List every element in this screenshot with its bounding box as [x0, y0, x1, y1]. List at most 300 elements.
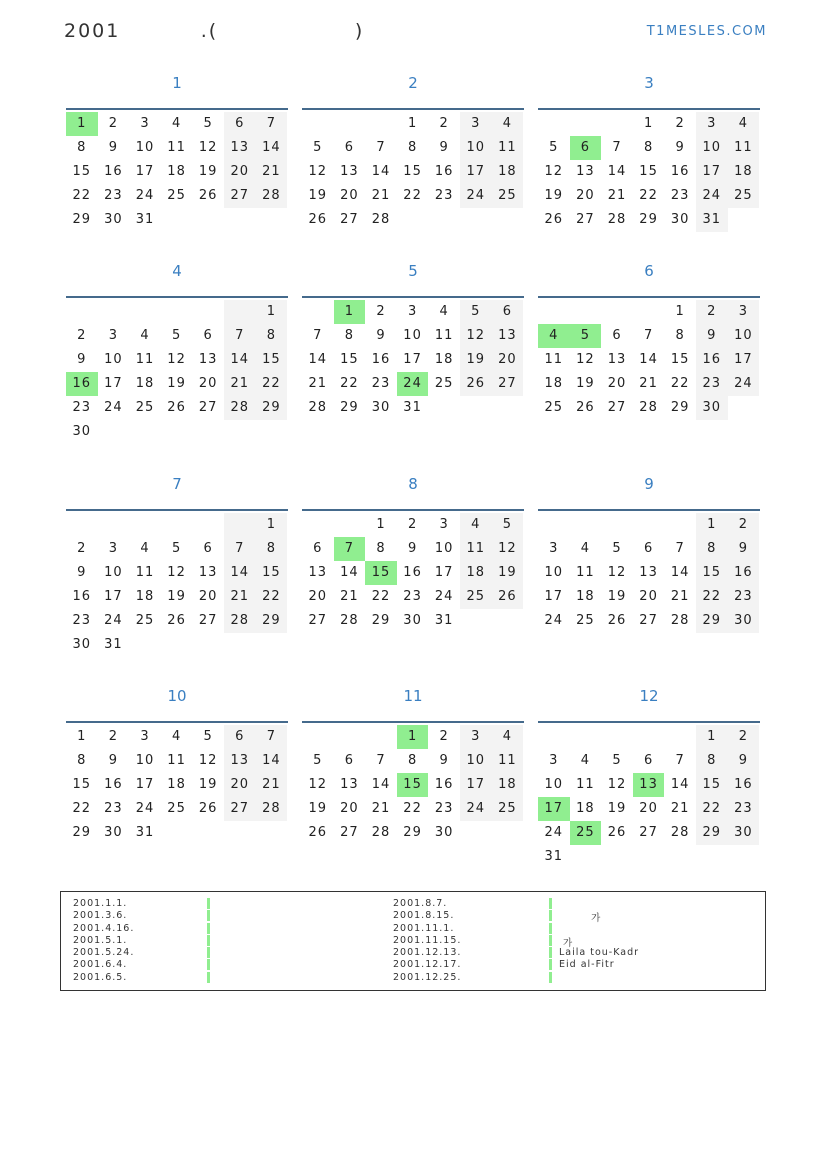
day-cell[interactable]: 2	[108, 116, 119, 131]
day-cell[interactable]: 10	[728, 324, 760, 348]
day-cell[interactable]: 17	[460, 773, 492, 797]
day-cell[interactable]: 26	[607, 825, 627, 840]
day-cell[interactable]: 13	[607, 352, 627, 367]
day-cell[interactable]: 7	[224, 324, 256, 348]
day-cell[interactable]: 10	[403, 328, 422, 343]
day-cell[interactable]: 19	[576, 376, 595, 391]
day-cell[interactable]: 23	[72, 613, 92, 628]
day-cell[interactable]: 18	[434, 352, 454, 367]
day-cell[interactable]: 7	[224, 537, 256, 561]
day-cell[interactable]: 8	[407, 140, 418, 155]
day-cell[interactable]: 10	[460, 136, 492, 160]
day-cell[interactable]: 19	[492, 561, 524, 585]
day-cell[interactable]: 4	[140, 541, 150, 556]
day-cell[interactable]: 6	[203, 328, 213, 343]
day-cell[interactable]: 25	[167, 801, 186, 816]
day-cell[interactable]: 15	[256, 348, 288, 372]
day-cell[interactable]: 16	[670, 164, 690, 179]
day-cell[interactable]: 14	[256, 136, 288, 160]
day-cell[interactable]: 9	[439, 140, 449, 155]
day-cell[interactable]: 25	[576, 613, 595, 628]
day-cell[interactable]: 22	[670, 376, 690, 391]
day-cell[interactable]: 14	[670, 777, 690, 792]
day-cell[interactable]: 18	[492, 773, 524, 797]
day-cell[interactable]: 16	[728, 561, 760, 585]
day-cell[interactable]: 16	[403, 565, 422, 580]
day-cell[interactable]: 14	[639, 352, 658, 367]
day-cell[interactable]: 18	[728, 160, 760, 184]
day-cell[interactable]: 7	[256, 725, 288, 749]
day-cell[interactable]: 22	[256, 372, 288, 396]
day-cell[interactable]: 13	[308, 565, 328, 580]
day-cell[interactable]: 1	[643, 116, 654, 131]
day-cell[interactable]: 21	[256, 773, 288, 797]
day-cell[interactable]: 4	[439, 304, 449, 319]
day-cell[interactable]: 3	[140, 729, 150, 744]
day-cell[interactable]: 24	[728, 372, 760, 396]
day-cell[interactable]: 21	[224, 372, 256, 396]
day-cell[interactable]: 10	[460, 749, 492, 773]
day-cell[interactable]: 27	[224, 797, 256, 821]
day-cell[interactable]: 26	[607, 613, 627, 628]
day-cell[interactable]: 19	[544, 188, 564, 203]
day-cell[interactable]: 22	[403, 188, 422, 203]
day-cell[interactable]: 21	[224, 585, 256, 609]
day-cell[interactable]: 3	[108, 541, 119, 556]
day-cell[interactable]: 1	[256, 513, 288, 537]
day-cell[interactable]: 30	[403, 613, 422, 628]
day-cell[interactable]: 7	[612, 140, 622, 155]
day-cell[interactable]: 7	[376, 140, 386, 155]
day-cell[interactable]: 2	[407, 517, 418, 532]
day-cell[interactable]: 12	[308, 164, 328, 179]
day-cell[interactable]: 19	[607, 589, 627, 604]
day-cell[interactable]: 13	[340, 777, 359, 792]
brand-logo[interactable]: T1MESLES.COM	[646, 24, 767, 39]
day-cell[interactable]: 20	[639, 589, 658, 604]
day-cell[interactable]: 6	[643, 541, 654, 556]
day-cell[interactable]: 12	[460, 324, 492, 348]
day-cell[interactable]: 4	[580, 541, 591, 556]
day-cell[interactable]: 4	[460, 513, 492, 537]
day-cell[interactable]: 2	[77, 541, 87, 556]
day-cell[interactable]: 14	[607, 164, 627, 179]
day-cell[interactable]: 6	[224, 112, 256, 136]
day-cell[interactable]: 26	[167, 613, 186, 628]
day-cell[interactable]: 17	[135, 164, 155, 179]
holiday-day-cell[interactable]: 24	[397, 372, 429, 396]
day-cell[interactable]: 6	[344, 140, 355, 155]
day-cell[interactable]: 27	[639, 613, 658, 628]
day-cell[interactable]: 12	[308, 777, 328, 792]
day-cell[interactable]: 15	[696, 773, 728, 797]
day-cell[interactable]: 11	[434, 328, 454, 343]
day-cell[interactable]: 17	[135, 777, 155, 792]
day-cell[interactable]: 17	[696, 160, 728, 184]
day-cell[interactable]: 5	[492, 513, 524, 537]
day-cell[interactable]: 14	[224, 348, 256, 372]
day-cell[interactable]: 20	[340, 188, 359, 203]
day-cell[interactable]: 28	[607, 212, 627, 227]
day-cell[interactable]: 5	[203, 729, 213, 744]
day-cell[interactable]: 9	[728, 749, 760, 773]
day-cell[interactable]: 5	[549, 140, 559, 155]
day-cell[interactable]: 10	[434, 541, 454, 556]
day-cell[interactable]: 9	[376, 328, 386, 343]
day-cell[interactable]: 12	[167, 352, 186, 367]
day-cell[interactable]: 11	[460, 537, 492, 561]
day-cell[interactable]: 24	[104, 613, 123, 628]
day-cell[interactable]: 3	[407, 304, 418, 319]
day-cell[interactable]: 18	[460, 561, 492, 585]
day-cell[interactable]: 15	[670, 352, 690, 367]
day-cell[interactable]: 16	[371, 352, 391, 367]
day-cell[interactable]: 29	[256, 609, 288, 633]
day-cell[interactable]: 6	[643, 753, 654, 768]
day-cell[interactable]: 24	[460, 184, 492, 208]
day-cell[interactable]: 27	[198, 613, 218, 628]
day-cell[interactable]: 23	[434, 188, 454, 203]
day-cell[interactable]: 12	[607, 565, 627, 580]
holiday-day-cell[interactable]: 6	[570, 136, 602, 160]
day-cell[interactable]: 27	[198, 400, 218, 415]
day-cell[interactable]: 15	[72, 164, 92, 179]
day-cell[interactable]: 20	[198, 589, 218, 604]
holiday-day-cell[interactable]: 4	[538, 324, 570, 348]
day-cell[interactable]: 19	[167, 376, 186, 391]
day-cell[interactable]: 24	[135, 801, 155, 816]
day-cell[interactable]: 12	[544, 164, 564, 179]
day-cell[interactable]: 13	[224, 136, 256, 160]
day-cell[interactable]: 18	[576, 801, 595, 816]
day-cell[interactable]: 19	[167, 589, 186, 604]
day-cell[interactable]: 22	[639, 188, 658, 203]
day-cell[interactable]: 20	[492, 348, 524, 372]
day-cell[interactable]: 27	[340, 212, 359, 227]
day-cell[interactable]: 7	[643, 328, 654, 343]
day-cell[interactable]: 25	[434, 376, 454, 391]
day-cell[interactable]: 29	[72, 825, 92, 840]
day-cell[interactable]: 15	[639, 164, 658, 179]
day-cell[interactable]: 22	[371, 589, 391, 604]
day-cell[interactable]: 17	[544, 589, 564, 604]
day-cell[interactable]: 20	[198, 376, 218, 391]
day-cell[interactable]: 18	[544, 376, 564, 391]
day-cell[interactable]: 2	[439, 116, 449, 131]
day-cell[interactable]: 31	[135, 212, 155, 227]
day-cell[interactable]: 1	[696, 513, 728, 537]
day-cell[interactable]: 29	[696, 609, 728, 633]
day-cell[interactable]: 12	[198, 140, 218, 155]
day-cell[interactable]: 12	[492, 537, 524, 561]
day-cell[interactable]: 2	[77, 328, 87, 343]
day-cell[interactable]: 2	[376, 304, 386, 319]
day-cell[interactable]: 24	[544, 825, 564, 840]
day-cell[interactable]: 8	[407, 753, 418, 768]
day-cell[interactable]: 23	[696, 372, 728, 396]
holiday-day-cell[interactable]: 17	[538, 797, 570, 821]
day-cell[interactable]: 6	[313, 541, 323, 556]
day-cell[interactable]: 23	[434, 801, 454, 816]
day-cell[interactable]: 22	[403, 801, 422, 816]
day-cell[interactable]: 6	[612, 328, 622, 343]
day-cell[interactable]: 7	[256, 112, 288, 136]
day-cell[interactable]: 3	[549, 753, 559, 768]
day-cell[interactable]: 2	[728, 725, 760, 749]
day-cell[interactable]: 20	[607, 376, 627, 391]
day-cell[interactable]: 2	[108, 729, 119, 744]
day-cell[interactable]: 14	[224, 561, 256, 585]
day-cell[interactable]: 26	[167, 400, 186, 415]
day-cell[interactable]: 17	[434, 565, 454, 580]
day-cell[interactable]: 13	[198, 352, 218, 367]
day-cell[interactable]: 9	[675, 140, 685, 155]
day-cell[interactable]: 1	[407, 116, 418, 131]
day-cell[interactable]: 3	[140, 116, 150, 131]
day-cell[interactable]: 3	[108, 328, 119, 343]
day-cell[interactable]: 16	[104, 777, 123, 792]
day-cell[interactable]: 21	[256, 160, 288, 184]
day-cell[interactable]: 1	[376, 517, 386, 532]
day-cell[interactable]: 20	[224, 160, 256, 184]
day-cell[interactable]: 30	[728, 821, 760, 845]
day-cell[interactable]: 29	[256, 396, 288, 420]
day-cell[interactable]: 27	[576, 212, 595, 227]
day-cell[interactable]: 5	[313, 753, 323, 768]
day-cell[interactable]: 23	[403, 589, 422, 604]
day-cell[interactable]: 25	[728, 184, 760, 208]
day-cell[interactable]: 3	[728, 300, 760, 324]
holiday-day-cell[interactable]: 7	[334, 537, 366, 561]
day-cell[interactable]: 19	[198, 777, 218, 792]
day-cell[interactable]: 4	[580, 753, 591, 768]
day-cell[interactable]: 1	[77, 729, 87, 744]
day-cell[interactable]: 11	[576, 777, 595, 792]
day-cell[interactable]: 18	[576, 589, 595, 604]
day-cell[interactable]: 14	[308, 352, 328, 367]
day-cell[interactable]: 4	[171, 729, 182, 744]
day-cell[interactable]: 8	[376, 541, 386, 556]
day-cell[interactable]: 13	[198, 565, 218, 580]
day-cell[interactable]: 29	[340, 400, 359, 415]
day-cell[interactable]: 29	[371, 613, 391, 628]
day-cell[interactable]: 2	[675, 116, 685, 131]
day-cell[interactable]: 20	[340, 801, 359, 816]
day-cell[interactable]: 31	[403, 400, 422, 415]
day-cell[interactable]: 18	[492, 160, 524, 184]
day-cell[interactable]: 22	[340, 376, 359, 391]
day-cell[interactable]: 25	[167, 188, 186, 203]
day-cell[interactable]: 17	[104, 376, 123, 391]
day-cell[interactable]: 14	[670, 565, 690, 580]
day-cell[interactable]: 16	[434, 164, 454, 179]
day-cell[interactable]: 3	[549, 541, 559, 556]
day-cell[interactable]: 24	[544, 613, 564, 628]
day-cell[interactable]: 16	[696, 348, 728, 372]
day-cell[interactable]: 28	[340, 613, 359, 628]
day-cell[interactable]: 27	[308, 613, 328, 628]
day-cell[interactable]: 24	[135, 188, 155, 203]
day-cell[interactable]: 28	[256, 797, 288, 821]
day-cell[interactable]: 8	[256, 537, 288, 561]
day-cell[interactable]: 29	[696, 821, 728, 845]
day-cell[interactable]: 5	[612, 753, 622, 768]
day-cell[interactable]: 22	[256, 585, 288, 609]
day-cell[interactable]: 21	[670, 801, 690, 816]
day-cell[interactable]: 2	[696, 300, 728, 324]
day-cell[interactable]: 8	[77, 140, 87, 155]
day-cell[interactable]: 26	[576, 400, 595, 415]
day-cell[interactable]: 29	[403, 825, 422, 840]
day-cell[interactable]: 9	[77, 352, 87, 367]
day-cell[interactable]: 24	[104, 400, 123, 415]
day-cell[interactable]: 10	[544, 777, 564, 792]
day-cell[interactable]: 20	[639, 801, 658, 816]
day-cell[interactable]: 5	[171, 541, 182, 556]
day-cell[interactable]: 23	[104, 188, 123, 203]
holiday-day-cell[interactable]: 1	[66, 112, 98, 136]
holiday-day-cell[interactable]: 13	[633, 773, 665, 797]
day-cell[interactable]: 19	[308, 188, 328, 203]
day-cell[interactable]: 22	[72, 188, 92, 203]
day-cell[interactable]: 14	[371, 164, 391, 179]
day-cell[interactable]: 5	[203, 116, 213, 131]
day-cell[interactable]: 11	[167, 140, 186, 155]
day-cell[interactable]: 28	[256, 184, 288, 208]
day-cell[interactable]: 10	[544, 565, 564, 580]
day-cell[interactable]: 1	[256, 300, 288, 324]
day-cell[interactable]: 14	[256, 749, 288, 773]
day-cell[interactable]: 26	[544, 212, 564, 227]
day-cell[interactable]: 10	[696, 136, 728, 160]
day-cell[interactable]: 15	[696, 561, 728, 585]
day-cell[interactable]: 13	[340, 164, 359, 179]
day-cell[interactable]: 25	[460, 585, 492, 609]
day-cell[interactable]: 15	[340, 352, 359, 367]
day-cell[interactable]: 21	[639, 376, 658, 391]
day-cell[interactable]: 21	[371, 188, 391, 203]
day-cell[interactable]: 29	[670, 400, 690, 415]
day-cell[interactable]: 26	[308, 212, 328, 227]
day-cell[interactable]: 22	[72, 801, 92, 816]
day-cell[interactable]: 31	[135, 825, 155, 840]
day-cell[interactable]: 2	[439, 729, 449, 744]
day-cell[interactable]: 11	[492, 749, 524, 773]
day-cell[interactable]: 28	[371, 825, 391, 840]
day-cell[interactable]: 10	[104, 352, 123, 367]
day-cell[interactable]: 15	[403, 164, 422, 179]
day-cell[interactable]: 22	[696, 797, 728, 821]
day-cell[interactable]: 31	[544, 849, 564, 864]
day-cell[interactable]: 6	[203, 541, 213, 556]
day-cell[interactable]: 13	[639, 565, 658, 580]
day-cell[interactable]: 14	[371, 777, 391, 792]
day-cell[interactable]: 20	[224, 773, 256, 797]
day-cell[interactable]: 30	[434, 825, 454, 840]
day-cell[interactable]: 23	[728, 797, 760, 821]
day-cell[interactable]: 24	[696, 184, 728, 208]
day-cell[interactable]: 9	[439, 753, 449, 768]
holiday-day-cell[interactable]: 16	[66, 372, 98, 396]
day-cell[interactable]: 10	[104, 565, 123, 580]
day-cell[interactable]: 5	[171, 328, 182, 343]
day-cell[interactable]: 11	[135, 352, 155, 367]
day-cell[interactable]: 11	[544, 352, 564, 367]
day-cell[interactable]: 15	[72, 777, 92, 792]
day-cell[interactable]: 23	[728, 585, 760, 609]
day-cell[interactable]: 27	[607, 400, 627, 415]
day-cell[interactable]: 11	[492, 136, 524, 160]
day-cell[interactable]: 27	[492, 372, 524, 396]
day-cell[interactable]: 21	[308, 376, 328, 391]
day-cell[interactable]: 23	[371, 376, 391, 391]
day-cell[interactable]: 8	[643, 140, 654, 155]
day-cell[interactable]: 7	[675, 753, 685, 768]
day-cell[interactable]: 13	[224, 749, 256, 773]
day-cell[interactable]: 15	[256, 561, 288, 585]
day-cell[interactable]: 3	[460, 725, 492, 749]
holiday-day-cell[interactable]: 25	[570, 821, 602, 845]
day-cell[interactable]: 10	[135, 753, 155, 768]
holiday-day-cell[interactable]: 15	[365, 561, 397, 585]
day-cell[interactable]: 21	[371, 801, 391, 816]
day-cell[interactable]: 31	[696, 208, 728, 232]
day-cell[interactable]: 11	[728, 136, 760, 160]
day-cell[interactable]: 4	[728, 112, 760, 136]
day-cell[interactable]: 26	[198, 801, 218, 816]
day-cell[interactable]: 29	[72, 212, 92, 227]
day-cell[interactable]: 3	[460, 112, 492, 136]
day-cell[interactable]: 8	[344, 328, 355, 343]
day-cell[interactable]: 24	[434, 589, 454, 604]
day-cell[interactable]: 4	[492, 112, 524, 136]
day-cell[interactable]: 18	[167, 164, 186, 179]
day-cell[interactable]: 16	[72, 589, 92, 604]
day-cell[interactable]: 27	[340, 825, 359, 840]
day-cell[interactable]: 27	[224, 184, 256, 208]
day-cell[interactable]: 6	[224, 725, 256, 749]
day-cell[interactable]: 30	[72, 637, 92, 652]
day-cell[interactable]: 8	[696, 537, 728, 561]
day-cell[interactable]: 3	[439, 517, 449, 532]
day-cell[interactable]: 14	[340, 565, 359, 580]
day-cell[interactable]: 25	[492, 184, 524, 208]
day-cell[interactable]: 29	[639, 212, 658, 227]
day-cell[interactable]: 17	[728, 348, 760, 372]
holiday-day-cell[interactable]: 1	[397, 725, 429, 749]
day-cell[interactable]: 13	[492, 324, 524, 348]
day-cell[interactable]: 16	[434, 777, 454, 792]
day-cell[interactable]: 17	[403, 352, 422, 367]
day-cell[interactable]: 28	[224, 609, 256, 633]
day-cell[interactable]: 5	[460, 300, 492, 324]
day-cell[interactable]: 30	[696, 396, 728, 420]
day-cell[interactable]: 25	[492, 797, 524, 821]
day-cell[interactable]: 28	[308, 400, 328, 415]
day-cell[interactable]: 5	[313, 140, 323, 155]
day-cell[interactable]: 26	[198, 188, 218, 203]
day-cell[interactable]: 9	[108, 753, 119, 768]
day-cell[interactable]: 30	[104, 212, 123, 227]
holiday-day-cell[interactable]: 1	[334, 300, 366, 324]
day-cell[interactable]: 28	[224, 396, 256, 420]
day-cell[interactable]: 7	[313, 328, 323, 343]
day-cell[interactable]: 13	[576, 164, 595, 179]
day-cell[interactable]: 30	[371, 400, 391, 415]
holiday-day-cell[interactable]: 5	[570, 324, 602, 348]
day-cell[interactable]: 28	[371, 212, 391, 227]
day-cell[interactable]: 17	[104, 589, 123, 604]
